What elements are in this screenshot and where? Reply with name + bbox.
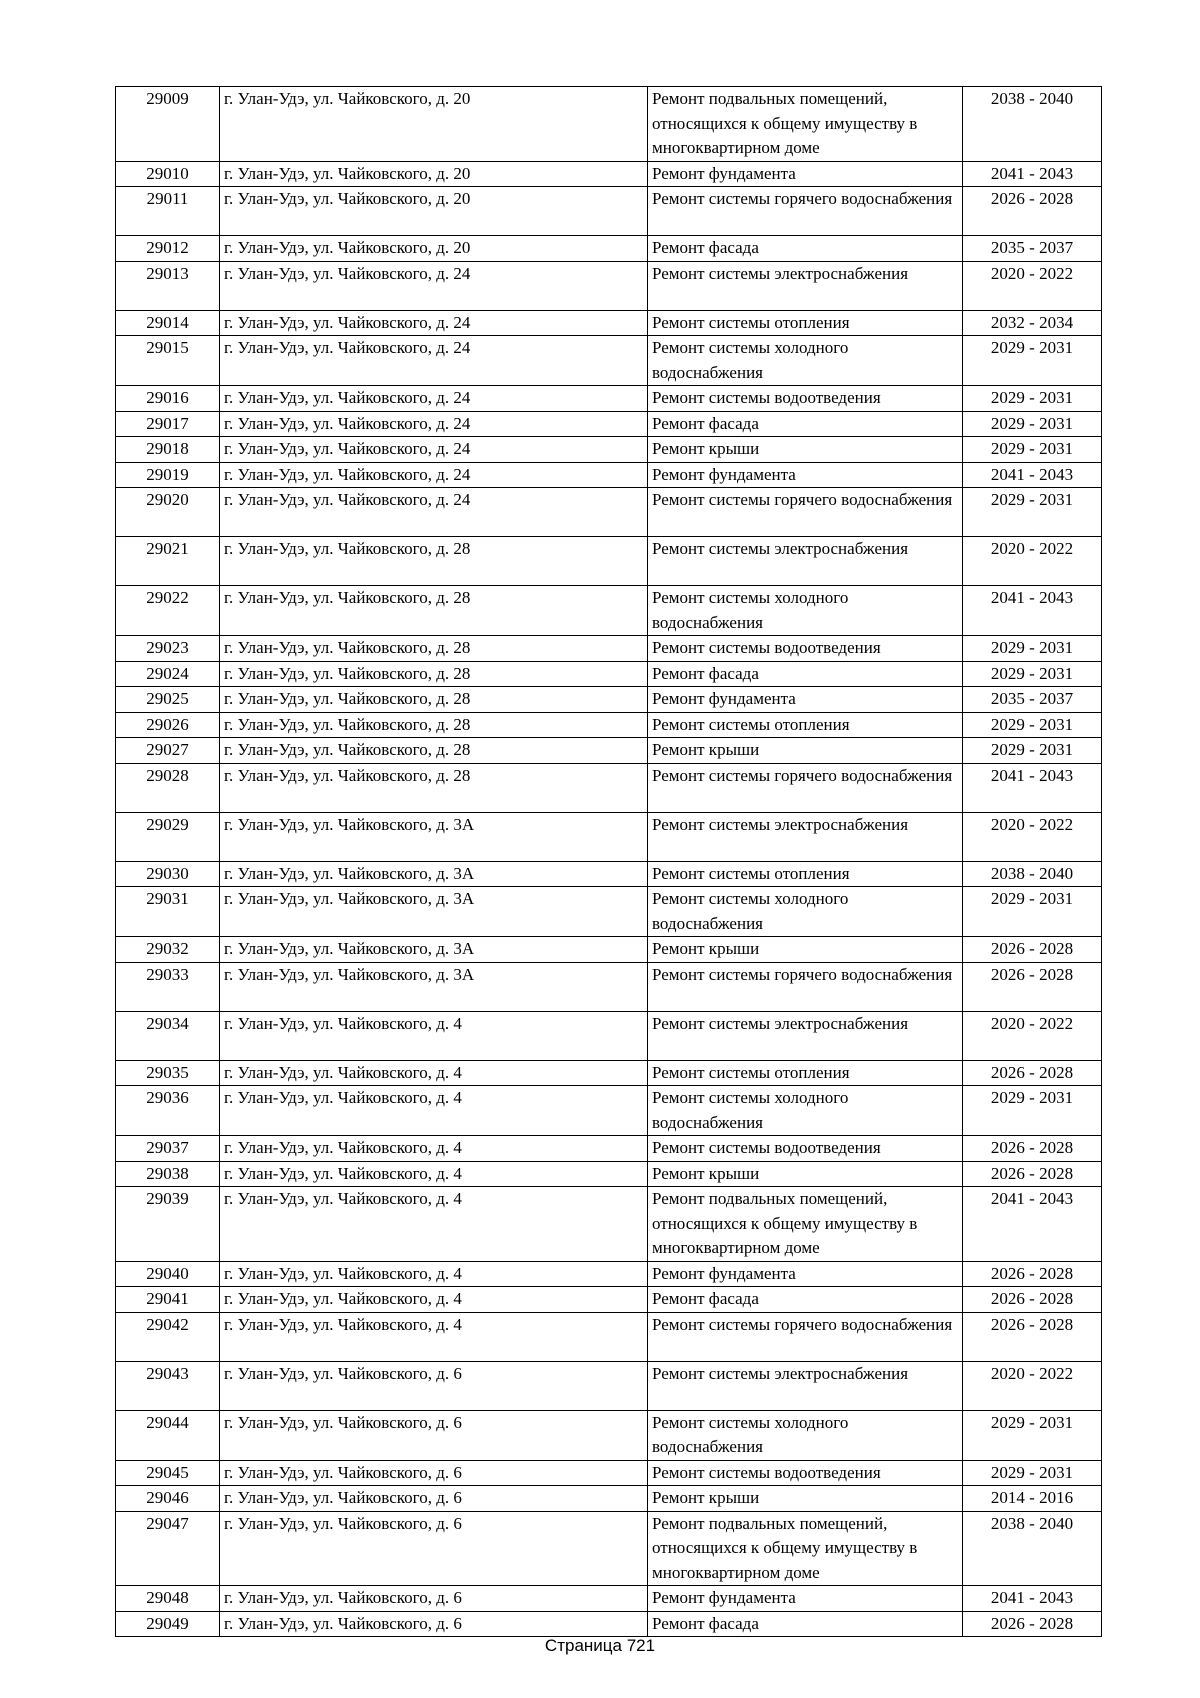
table-row: [116, 887, 1102, 937]
work-type-cell: Ремонт системы горячего водоснабжения: [648, 763, 963, 812]
work-type-cell: Ремонт подвальных помещений, относящихся к общему имуществу в многоквартирном доме: [648, 87, 963, 162]
period-cell: 2029 - 2031: [963, 411, 1102, 437]
table-row: [116, 937, 1102, 963]
period-cell: 2020 - 2022: [963, 1361, 1102, 1410]
work-type-cell: Ремонт фундамента: [648, 161, 963, 187]
record-id-cell: 29047: [116, 1511, 220, 1586]
record-id-cell: 29026: [116, 712, 220, 738]
table-row: [116, 537, 1102, 586]
address-cell: г. Улан-Удэ, ул. Чайковского, д. 28: [220, 712, 648, 738]
period-cell: 2029 - 2031: [963, 636, 1102, 662]
work-type-cell: Ремонт системы электроснабжения: [648, 1361, 963, 1410]
work-type-cell: Ремонт фундамента: [648, 462, 963, 488]
address-cell: г. Улан-Удэ, ул. Чайковского, д. 6: [220, 1460, 648, 1486]
period-cell: 2026 - 2028: [963, 1287, 1102, 1313]
record-id-cell: 29043: [116, 1361, 220, 1410]
address-cell: г. Улан-Удэ, ул. Чайковского, д. 4: [220, 1060, 648, 1086]
address-cell: г. Улан-Удэ, ул. Чайковского, д. 24: [220, 310, 648, 336]
work-type-cell: Ремонт фундамента: [648, 1586, 963, 1612]
work-type-cell: Ремонт системы отопления: [648, 1060, 963, 1086]
period-cell: 2029 - 2031: [963, 738, 1102, 764]
address-cell: г. Улан-Удэ, ул. Чайковского, д. 6: [220, 1586, 648, 1612]
address-cell: г. Улан-Удэ, ул. Чайковского, д. 4: [220, 1287, 648, 1313]
table-row: [116, 310, 1102, 336]
table-row: [116, 1261, 1102, 1287]
work-type-cell: Ремонт системы водоотведения: [648, 1136, 963, 1162]
table-row: [116, 738, 1102, 764]
address-cell: г. Улан-Удэ, ул. Чайковского, д. 24: [220, 261, 648, 310]
address-cell: г. Улан-Удэ, ул. Чайковского, д. 4: [220, 1011, 648, 1060]
period-cell: 2026 - 2028: [963, 1161, 1102, 1187]
record-id-cell: 29016: [116, 386, 220, 412]
record-id-cell: 29019: [116, 462, 220, 488]
table-row: [116, 1312, 1102, 1361]
address-cell: г. Улан-Удэ, ул. Чайковского, д. 28: [220, 636, 648, 662]
record-id-cell: 29038: [116, 1161, 220, 1187]
period-cell: 2029 - 2031: [963, 887, 1102, 937]
table-row: [116, 236, 1102, 262]
table-row: [116, 386, 1102, 412]
table-row: [116, 1060, 1102, 1086]
address-cell: г. Улан-Удэ, ул. Чайковского, д. 4: [220, 1136, 648, 1162]
table-row: [116, 411, 1102, 437]
work-type-cell: Ремонт системы холодного водоснабжения: [648, 1410, 963, 1460]
period-cell: 2041 - 2043: [963, 1187, 1102, 1262]
work-type-cell: Ремонт системы горячего водоснабжения: [648, 187, 963, 236]
record-id-cell: 29036: [116, 1086, 220, 1136]
table-row: [116, 1410, 1102, 1460]
address-cell: г. Улан-Удэ, ул. Чайковского, д. 4: [220, 1086, 648, 1136]
address-cell: г. Улан-Удэ, ул. Чайковского, д. 24: [220, 411, 648, 437]
period-cell: 2038 - 2040: [963, 87, 1102, 162]
address-cell: г. Улан-Удэ, ул. Чайковского, д. 20: [220, 187, 648, 236]
work-type-cell: Ремонт системы электроснабжения: [648, 261, 963, 310]
work-type-cell: Ремонт системы электроснабжения: [648, 537, 963, 586]
record-id-cell: 29027: [116, 738, 220, 764]
address-cell: г. Улан-Удэ, ул. Чайковского, д. 24: [220, 336, 648, 386]
table-row: [116, 1611, 1102, 1637]
address-cell: г. Улан-Удэ, ул. Чайковского, д. 28: [220, 687, 648, 713]
work-type-cell: Ремонт фасада: [648, 411, 963, 437]
work-type-cell: Ремонт системы холодного водоснабжения: [648, 586, 963, 636]
table-row: [116, 636, 1102, 662]
period-cell: 2029 - 2031: [963, 712, 1102, 738]
work-type-cell: Ремонт системы отопления: [648, 310, 963, 336]
table-row: [116, 1187, 1102, 1262]
work-type-cell: Ремонт крыши: [648, 738, 963, 764]
work-type-cell: Ремонт подвальных помещений, относящихся к общему имуществу в многоквартирном доме: [648, 1511, 963, 1586]
work-type-cell: Ремонт системы электроснабжения: [648, 1011, 963, 1060]
work-type-cell: Ремонт системы холодного водоснабжения: [648, 887, 963, 937]
period-cell: 2029 - 2031: [963, 437, 1102, 463]
address-cell: г. Улан-Удэ, ул. Чайковского, д. 3А: [220, 962, 648, 1011]
table-row: [116, 586, 1102, 636]
table-row: [116, 661, 1102, 687]
period-cell: 2041 - 2043: [963, 462, 1102, 488]
address-cell: г. Улан-Удэ, ул. Чайковского, д. 24: [220, 488, 648, 537]
period-cell: 2035 - 2037: [963, 236, 1102, 262]
table-row: [116, 437, 1102, 463]
record-id-cell: 29012: [116, 236, 220, 262]
period-cell: 2041 - 2043: [963, 161, 1102, 187]
work-type-cell: Ремонт фундамента: [648, 687, 963, 713]
address-cell: г. Улан-Удэ, ул. Чайковского, д. 24: [220, 462, 648, 488]
address-cell: г. Улан-Удэ, ул. Чайковского, д. 28: [220, 763, 648, 812]
record-id-cell: 29010: [116, 161, 220, 187]
period-cell: 2014 - 2016: [963, 1486, 1102, 1512]
record-id-cell: 29024: [116, 661, 220, 687]
table-row: [116, 962, 1102, 1011]
period-cell: 2038 - 2040: [963, 1511, 1102, 1586]
record-id-cell: 29042: [116, 1312, 220, 1361]
period-cell: 2029 - 2031: [963, 1410, 1102, 1460]
table-row: [116, 462, 1102, 488]
work-type-cell: Ремонт системы горячего водоснабжения: [648, 1312, 963, 1361]
address-cell: г. Улан-Удэ, ул. Чайковского, д. 6: [220, 1511, 648, 1586]
period-cell: 2026 - 2028: [963, 187, 1102, 236]
record-id-cell: 29041: [116, 1287, 220, 1313]
record-id-cell: 29028: [116, 763, 220, 812]
record-id-cell: 29033: [116, 962, 220, 1011]
period-cell: 2029 - 2031: [963, 488, 1102, 537]
record-id-cell: 29031: [116, 887, 220, 937]
address-cell: г. Улан-Удэ, ул. Чайковского, д. 3А: [220, 887, 648, 937]
table-row: [116, 763, 1102, 812]
period-cell: 2026 - 2028: [963, 1261, 1102, 1287]
period-cell: 2041 - 2043: [963, 1586, 1102, 1612]
record-id-cell: 29013: [116, 261, 220, 310]
address-cell: г. Улан-Удэ, ул. Чайковского, д. 20: [220, 87, 648, 162]
address-cell: г. Улан-Удэ, ул. Чайковского, д. 28: [220, 661, 648, 687]
period-cell: 2020 - 2022: [963, 537, 1102, 586]
record-id-cell: 29040: [116, 1261, 220, 1287]
work-type-cell: Ремонт системы отопления: [648, 861, 963, 887]
table-row: [116, 1161, 1102, 1187]
address-cell: г. Улан-Удэ, ул. Чайковского, д. 28: [220, 738, 648, 764]
address-cell: г. Улан-Удэ, ул. Чайковского, д. 28: [220, 537, 648, 586]
work-type-cell: Ремонт фасада: [648, 236, 963, 262]
record-id-cell: 29011: [116, 187, 220, 236]
table-row: [116, 1586, 1102, 1612]
table-row: [116, 1460, 1102, 1486]
record-id-cell: 29030: [116, 861, 220, 887]
address-cell: г. Улан-Удэ, ул. Чайковского, д. 28: [220, 586, 648, 636]
period-cell: 2029 - 2031: [963, 336, 1102, 386]
period-cell: 2026 - 2028: [963, 1611, 1102, 1637]
record-id-cell: 29035: [116, 1060, 220, 1086]
work-type-cell: Ремонт подвальных помещений, относящихся к общему имуществу в многоквартирном доме: [648, 1187, 963, 1262]
record-id-cell: 29048: [116, 1586, 220, 1612]
table-row: [116, 488, 1102, 537]
address-cell: г. Улан-Удэ, ул. Чайковского, д. 4: [220, 1187, 648, 1262]
period-cell: 2020 - 2022: [963, 261, 1102, 310]
table-row: [116, 336, 1102, 386]
record-id-cell: 29014: [116, 310, 220, 336]
table-row: [116, 161, 1102, 187]
work-type-cell: Ремонт крыши: [648, 437, 963, 463]
work-type-cell: Ремонт системы водоотведения: [648, 386, 963, 412]
record-id-cell: 29037: [116, 1136, 220, 1162]
period-cell: 2026 - 2028: [963, 962, 1102, 1011]
period-cell: 2041 - 2043: [963, 586, 1102, 636]
table-row: [116, 87, 1102, 162]
table-row: [116, 861, 1102, 887]
table-row: [116, 812, 1102, 861]
work-type-cell: Ремонт фасада: [648, 661, 963, 687]
work-type-cell: Ремонт крыши: [648, 1161, 963, 1187]
record-id-cell: 29018: [116, 437, 220, 463]
work-type-cell: Ремонт системы холодного водоснабжения: [648, 336, 963, 386]
work-type-cell: Ремонт системы отопления: [648, 712, 963, 738]
work-type-cell: Ремонт крыши: [648, 937, 963, 963]
table-body: [116, 87, 1102, 1637]
address-cell: г. Улан-Удэ, ул. Чайковского, д. 4: [220, 1161, 648, 1187]
record-id-cell: 29025: [116, 687, 220, 713]
period-cell: 2041 - 2043: [963, 763, 1102, 812]
work-type-cell: Ремонт системы горячего водоснабжения: [648, 962, 963, 1011]
record-id-cell: 29045: [116, 1460, 220, 1486]
work-type-cell: Ремонт системы холодного водоснабжения: [648, 1086, 963, 1136]
record-id-cell: 29032: [116, 937, 220, 963]
work-type-cell: Ремонт крыши: [648, 1486, 963, 1512]
address-cell: г. Улан-Удэ, ул. Чайковского, д. 3А: [220, 937, 648, 963]
address-cell: г. Улан-Удэ, ул. Чайковского, д. 20: [220, 236, 648, 262]
period-cell: 2029 - 2031: [963, 661, 1102, 687]
record-id-cell: 29034: [116, 1011, 220, 1060]
record-id-cell: 29049: [116, 1611, 220, 1637]
table-row: [116, 1287, 1102, 1313]
address-cell: г. Улан-Удэ, ул. Чайковского, д. 20: [220, 161, 648, 187]
period-cell: 2020 - 2022: [963, 1011, 1102, 1060]
table-row: [116, 261, 1102, 310]
period-cell: 2026 - 2028: [963, 937, 1102, 963]
address-cell: г. Улан-Удэ, ул. Чайковского, д. 6: [220, 1486, 648, 1512]
address-cell: г. Улан-Удэ, ул. Чайковского, д. 4: [220, 1312, 648, 1361]
repair-schedule-table: [115, 86, 1102, 1637]
record-id-cell: 29023: [116, 636, 220, 662]
work-type-cell: Ремонт системы горячего водоснабжения: [648, 488, 963, 537]
period-cell: 2038 - 2040: [963, 861, 1102, 887]
period-cell: 2026 - 2028: [963, 1060, 1102, 1086]
period-cell: 2035 - 2037: [963, 687, 1102, 713]
table-row: [116, 1136, 1102, 1162]
record-id-cell: 29029: [116, 812, 220, 861]
table-row: [116, 1011, 1102, 1060]
address-cell: г. Улан-Удэ, ул. Чайковского, д. 3А: [220, 812, 648, 861]
address-cell: г. Улан-Удэ, ул. Чайковского, д. 24: [220, 386, 648, 412]
work-type-cell: Ремонт фасада: [648, 1287, 963, 1313]
work-type-cell: Ремонт системы водоотведения: [648, 636, 963, 662]
record-id-cell: 29022: [116, 586, 220, 636]
table-row: [116, 187, 1102, 236]
address-cell: г. Улан-Удэ, ул. Чайковского, д. 4: [220, 1261, 648, 1287]
table-row: [116, 687, 1102, 713]
table-row: [116, 1511, 1102, 1586]
record-id-cell: 29009: [116, 87, 220, 162]
table-row: [116, 1486, 1102, 1512]
work-type-cell: Ремонт фасада: [648, 1611, 963, 1637]
period-cell: 2026 - 2028: [963, 1136, 1102, 1162]
table-row: [116, 1361, 1102, 1410]
work-type-cell: Ремонт системы водоотведения: [648, 1460, 963, 1486]
address-cell: г. Улан-Удэ, ул. Чайковского, д. 24: [220, 437, 648, 463]
period-cell: 2029 - 2031: [963, 1460, 1102, 1486]
table-row: [116, 1086, 1102, 1136]
period-cell: 2029 - 2031: [963, 1086, 1102, 1136]
page-number: Страница 721: [544, 1636, 656, 1655]
address-cell: г. Улан-Удэ, ул. Чайковского, д. 6: [220, 1410, 648, 1460]
work-type-cell: Ремонт фундамента: [648, 1261, 963, 1287]
record-id-cell: 29015: [116, 336, 220, 386]
address-cell: г. Улан-Удэ, ул. Чайковского, д. 6: [220, 1361, 648, 1410]
period-cell: 2026 - 2028: [963, 1312, 1102, 1361]
address-cell: г. Улан-Удэ, ул. Чайковского, д. 3А: [220, 861, 648, 887]
table-row: [116, 712, 1102, 738]
period-cell: 2032 - 2034: [963, 310, 1102, 336]
address-cell: г. Улан-Удэ, ул. Чайковского, д. 6: [220, 1611, 648, 1637]
record-id-cell: 29020: [116, 488, 220, 537]
record-id-cell: 29046: [116, 1486, 220, 1512]
record-id-cell: 29039: [116, 1187, 220, 1262]
record-id-cell: 29044: [116, 1410, 220, 1460]
record-id-cell: 29021: [116, 537, 220, 586]
work-type-cell: Ремонт системы электроснабжения: [648, 812, 963, 861]
record-id-cell: 29017: [116, 411, 220, 437]
period-cell: 2020 - 2022: [963, 812, 1102, 861]
period-cell: 2029 - 2031: [963, 386, 1102, 412]
